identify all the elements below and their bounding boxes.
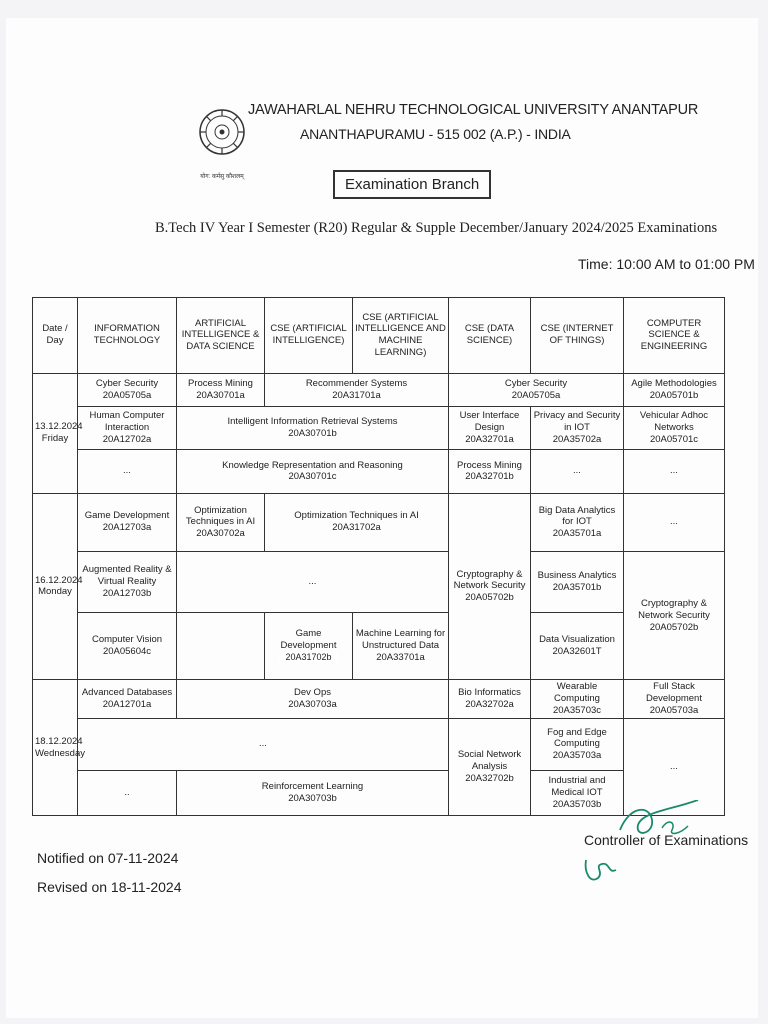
subject-code: 20A35702a <box>552 434 602 445</box>
controller-title: Controller of Examinations <box>584 832 749 848</box>
subject-cell <box>449 373 624 406</box>
subject-name: Business Analytics <box>537 569 617 581</box>
column-header-cse: COMPUTER SCIENCE & ENGINEERING <box>624 298 725 374</box>
subject-cell <box>177 406 449 449</box>
subject-cell <box>624 680 725 719</box>
exam-timetable <box>32 297 725 816</box>
subject-cell <box>177 493 265 551</box>
seal-motto: योग: कर्मसु कौशलम् <box>200 174 244 180</box>
subject-name: Full Stack Development <box>646 681 702 705</box>
subject-cell <box>449 406 531 449</box>
subject-cell <box>531 493 624 551</box>
subject-cell <box>177 450 449 493</box>
subject-name: Knowledge Representation and Reasoning <box>222 459 403 471</box>
subject-name: .. <box>124 786 130 798</box>
subject-name: Intelligent Information Retrieval Systems <box>227 416 398 428</box>
subject-code: 20A30702a <box>196 528 245 540</box>
table-row <box>33 612 725 680</box>
date-cell <box>33 680 85 816</box>
university-name: JAWAHARLAL NEHRU TECHNOLOGICAL UNIVERSITY ANANTAPUR <box>248 102 699 118</box>
subject-cell <box>624 406 725 449</box>
subject-code: 20A32702a <box>465 699 514 711</box>
exam-day: Wednesday <box>35 747 85 759</box>
subject-code: 20A30703b <box>288 792 337 804</box>
subject-cell <box>531 680 624 719</box>
subject-name: Cryptography & Network Security <box>638 597 710 621</box>
subject-name: Optimization Techniques in AI <box>185 504 256 528</box>
subject-name: Optimization Techniques in AI <box>294 510 419 522</box>
exam-day: Monday <box>38 586 72 598</box>
subject-name: ... <box>123 465 131 477</box>
subject-code: 20A31702b <box>279 652 337 663</box>
subject-code: 20A05705a <box>511 389 561 401</box>
subject-name: Social Network Analysis <box>457 749 522 773</box>
subject-name: Game Development <box>84 510 170 522</box>
column-header-date: Date / Day <box>33 298 78 374</box>
subject-name: Dev Ops <box>294 687 331 699</box>
university-seal-icon <box>198 108 246 156</box>
date-cell <box>33 373 83 493</box>
subject-cell <box>531 406 624 449</box>
subject-cell <box>177 770 449 815</box>
subject-cell <box>78 450 177 493</box>
subject-cell <box>78 552 177 613</box>
subject-cell <box>78 770 177 815</box>
exam-time: Time: 10:00 AM to 01:00 PM <box>578 256 755 272</box>
subject-name: Cryptography & Network Security <box>453 568 526 592</box>
subject-cell <box>177 612 265 680</box>
subject-cell <box>624 552 725 680</box>
subject-code: 20A30701c <box>288 471 337 483</box>
subject-name: Recommender Systems <box>305 377 408 389</box>
table-row <box>33 493 725 551</box>
subject-name: ... <box>259 738 267 750</box>
subject-code: 20A12701a <box>102 699 152 711</box>
subject-cell <box>78 680 177 719</box>
subject-cell <box>624 493 725 551</box>
subject-code: 20A12702a <box>102 434 152 445</box>
subject-cell <box>449 719 531 816</box>
subject-cell <box>177 552 449 613</box>
subject-name: Game Development <box>280 628 337 651</box>
exam-title: B.Tech IV Year I Semester (R20) Regular & Supple December/January 2024/2025 Examinations <box>155 220 718 236</box>
exam-day: Friday <box>41 433 69 445</box>
subject-code: 20A32601T <box>552 645 602 657</box>
subject-cell <box>265 612 353 680</box>
subject-code: 20A35701a <box>552 528 602 540</box>
subject-name: Machine Learning for Unstructured Data <box>355 628 446 651</box>
subject-code: 20A30701b <box>288 428 337 440</box>
subject-cell <box>265 373 449 406</box>
subject-cell <box>449 680 531 719</box>
column-header-cse-ai: CSE (ARTIFICIAL INTELLIGENCE) <box>265 298 353 374</box>
subject-name: Fog and Edge Computing <box>547 726 607 750</box>
subject-code: 20A05701c <box>649 434 699 445</box>
subject-code: 20A05705a <box>102 389 152 401</box>
subject-cell <box>177 373 265 406</box>
subject-name: Data Visualization <box>539 634 615 645</box>
revised-date: Revised on 18-11-2024 <box>37 879 182 895</box>
table-row <box>33 552 725 613</box>
subject-cell <box>78 493 177 551</box>
subject-name: Cyber Security <box>504 377 568 389</box>
subject-code: 20A35703b <box>552 798 602 810</box>
subject-cell <box>531 719 624 770</box>
subject-code: 20A32701b <box>465 471 514 483</box>
subject-code: 20A05702b <box>465 592 514 604</box>
subject-code: 20A05604c <box>102 645 152 657</box>
subject-name: ... <box>308 575 317 587</box>
subject-code: 20A31701a <box>332 389 381 401</box>
column-header-it: INFORMATION TECHNOLOGY <box>78 298 177 374</box>
subject-name: Advanced Databases <box>81 687 173 699</box>
table-row <box>33 680 725 719</box>
subject-cell <box>78 719 449 770</box>
subject-cell <box>449 493 531 680</box>
column-header-cse-ds: CSE (DATA SCIENCE) <box>449 298 531 374</box>
subject-name: Industrial and Medical IOT <box>548 774 606 798</box>
subject-code: 20A30703a <box>288 699 337 711</box>
subject-name: Human Computer Interaction <box>89 410 165 434</box>
notified-date: Notified on 07-11-2024 <box>37 850 179 866</box>
subject-name: ... <box>670 516 678 528</box>
subject-name: Vehicular Adhoc Networks <box>639 410 709 434</box>
university-address: ANANTHAPURAMU - 515 002 (A.P.) - INDIA <box>300 126 571 142</box>
subject-cell <box>78 373 177 406</box>
subject-cell <box>531 450 624 493</box>
branch-title: Examination Branch <box>333 170 491 199</box>
subject-cell <box>78 406 177 449</box>
subject-cell <box>78 612 177 680</box>
subject-code: 20A05703a <box>649 705 699 717</box>
date-cell <box>33 493 83 680</box>
subject-name: Process Mining <box>188 377 253 389</box>
subject-cell <box>624 373 725 406</box>
subject-code: 20A12703b <box>102 587 152 599</box>
subject-name: Process Mining <box>457 459 522 471</box>
subject-name: Big Data Analytics for IOT <box>538 504 616 528</box>
table-header-row <box>33 298 725 374</box>
column-header-cse-aiml: CSE (ARTIFICIAL INTELLIGENCE AND MACHINE LEARNING) <box>353 298 449 374</box>
subject-cell <box>531 612 624 680</box>
exam-date: 18.12.2024 <box>35 735 83 747</box>
subject-code: 20A35701b <box>552 581 602 593</box>
subject-name: Agile Methodologies <box>631 377 717 389</box>
table-row <box>33 406 725 449</box>
subject-name: ... <box>573 465 581 477</box>
subject-cell <box>624 450 725 493</box>
exam-date: 13.12.2024 <box>35 421 83 433</box>
subject-code: 20A05701b <box>649 389 699 401</box>
table-row <box>33 719 725 770</box>
subject-name: Bio Informatics <box>458 687 521 699</box>
subject-code: 20A32701a <box>465 434 514 445</box>
subject-cell <box>177 680 449 719</box>
subject-code: 20A30701a <box>196 389 245 401</box>
subject-code: 20A35703c <box>552 705 602 717</box>
subject-code: 20A35703a <box>552 750 602 762</box>
subject-cell <box>449 450 531 493</box>
subject-name: ... <box>670 761 678 773</box>
subject-cell <box>265 493 449 551</box>
table-row <box>33 373 725 406</box>
subject-name: Cyber Security <box>95 377 159 389</box>
subject-name: Privacy and Security in IOT <box>533 410 621 434</box>
table-row <box>33 450 725 493</box>
subject-cell <box>531 552 624 613</box>
exam-date: 16.12.2024 <box>35 574 83 586</box>
subject-name: ... <box>670 465 678 477</box>
subject-name: Augmented Reality & Virtual Reality <box>82 564 172 587</box>
subject-code: 20A31702a <box>332 522 381 534</box>
subject-code: 20A32702b <box>465 772 514 784</box>
subject-name: Reinforcement Learning <box>261 780 364 792</box>
subject-name: Computer Vision <box>91 634 163 645</box>
column-header-cse-iot: CSE (INTERNET OF THINGS) <box>531 298 624 374</box>
subject-code: 20A33701a <box>376 651 425 663</box>
subject-code: 20A12703a <box>102 522 152 534</box>
subject-cell <box>353 612 449 680</box>
subject-code: 20A05702b <box>649 621 699 633</box>
subject-name: Wearable Computing <box>554 681 600 705</box>
column-header-aids: ARTIFICIAL INTELLIGENCE & DATA SCIENCE <box>177 298 265 374</box>
subject-name: User Interface Design <box>459 410 520 434</box>
